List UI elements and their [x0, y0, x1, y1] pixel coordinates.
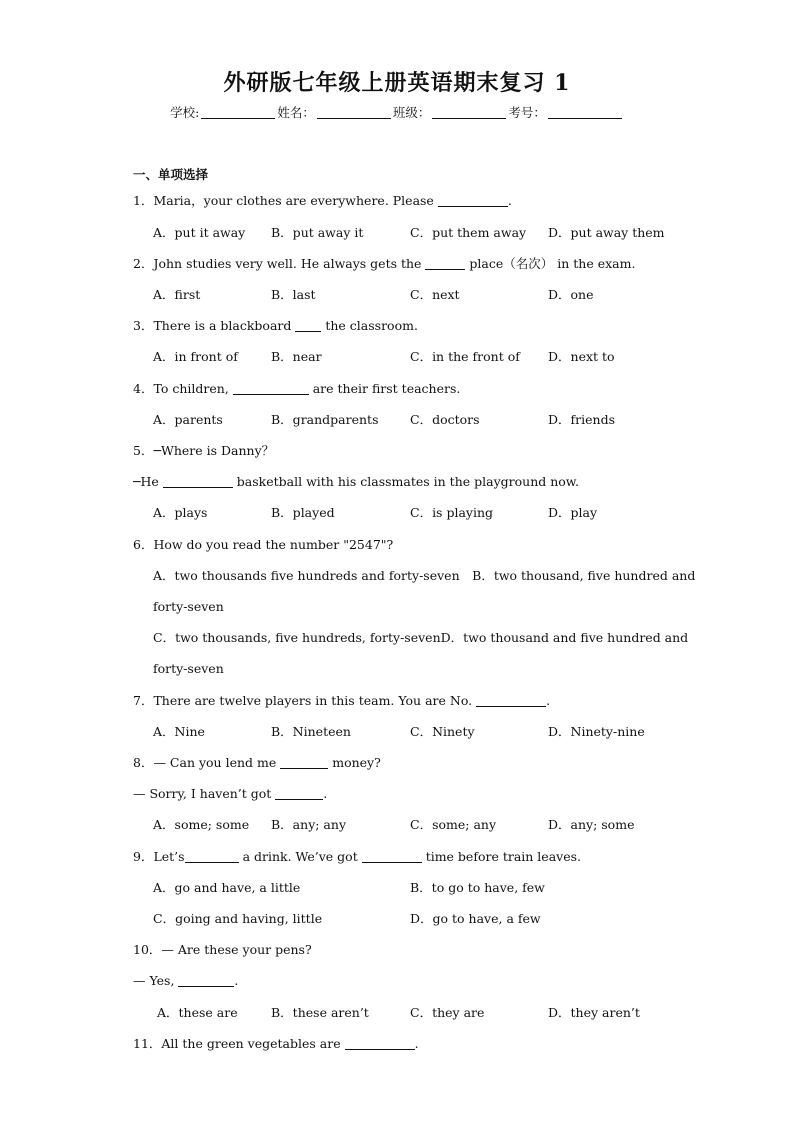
question-stem-end: money? [332, 755, 381, 770]
school-label: 学校: [170, 105, 200, 120]
option-c[interactable]: C．is playing [410, 505, 494, 520]
question-stem-end: . [323, 786, 328, 801]
option-b[interactable]: B．put away it [271, 225, 364, 240]
question-stem-end: the classroom. [325, 318, 418, 333]
question-10 [133, 942, 312, 958]
option-c[interactable]: C．they are [410, 1005, 485, 1020]
answer-blank [295, 319, 321, 332]
option-c[interactable]: C．doctors [410, 412, 480, 427]
option-a[interactable]: A．parents [153, 412, 223, 427]
option-d[interactable]: D．they aren’t [548, 1005, 640, 1020]
question-stem: 11．All the green vegetables are [133, 1036, 341, 1051]
option-d[interactable]: D．friends [548, 412, 615, 427]
option-a[interactable]: A．these are [157, 1005, 238, 1020]
option-line[interactable]: C．two thousands, five hundreds, forty-sevenD．two thousand and five hundred and [153, 630, 689, 645]
option-c[interactable]: C．in the front of [410, 349, 520, 364]
question-stem: 7．There are twelve players in this team. You are No. [133, 693, 473, 708]
student-info-line [0, 103, 794, 121]
option-c[interactable]: C．put them away [410, 225, 527, 240]
question-stem: 2．John studies very well. He always gets the [133, 256, 422, 271]
section-title: 一、单项选择 [133, 167, 209, 182]
answer-blank [438, 194, 508, 207]
answer-blank [425, 257, 465, 270]
option-a[interactable]: A．in front of [153, 349, 238, 364]
answer-blank [185, 850, 239, 863]
question-stem: 9．Let’s [133, 849, 185, 864]
question-stem: — Yes, [133, 973, 175, 988]
question-stem-end: place（名次） in the exam. [469, 256, 636, 271]
school-field[interactable] [201, 106, 275, 119]
question-stem-end: . [414, 1036, 419, 1051]
question-stem-end: . [546, 693, 551, 708]
option-c[interactable]: C．going and having, little [153, 911, 323, 926]
option-b[interactable]: B．last [271, 287, 316, 302]
option-b[interactable]: B．these aren’t [271, 1005, 369, 1020]
question-stem-end: basketball with his classmates in the playground now. [236, 474, 579, 489]
option-line: forty-seven [153, 661, 224, 676]
option-d[interactable]: D．next to [548, 349, 615, 364]
option-line: forty-seven [153, 599, 224, 614]
question-3 [133, 318, 418, 334]
option-c[interactable]: C．Ninety [410, 724, 475, 739]
option-a[interactable]: A．plays [153, 505, 208, 520]
answer-blank [275, 787, 323, 800]
option-b[interactable]: B．any; any [271, 817, 347, 832]
question-stem: 5．─Where is Danny？ [133, 443, 275, 458]
option-d[interactable]: D．one [548, 287, 594, 302]
option-b[interactable]: B．near [271, 349, 322, 364]
option-a[interactable]: A．some; some [153, 817, 250, 832]
option-d[interactable]: D．any; some [548, 817, 635, 832]
answer-blank [280, 756, 328, 769]
option-d[interactable]: D．go to have, a few [410, 911, 541, 926]
option-b[interactable]: B．Nineteen [271, 724, 351, 739]
answer-blank [345, 1037, 415, 1050]
question-stem: 8．— Can you lend me [133, 755, 277, 770]
option-a[interactable]: A．go and have, a little [153, 880, 301, 895]
question-stem-end: time before train leaves. [425, 849, 581, 864]
answer-blank [178, 974, 234, 987]
option-c[interactable]: C．next [410, 287, 460, 302]
question-11 [133, 1036, 419, 1052]
option-d[interactable]: D．put away them [548, 225, 665, 240]
question-8 [133, 755, 381, 771]
question-stem: 3．There is a blackboard [133, 318, 292, 333]
option-b[interactable]: B．played [271, 505, 335, 520]
answer-blank [476, 694, 546, 707]
question-6 [133, 537, 393, 553]
exam-no-field[interactable] [548, 106, 622, 119]
question-stem-end: are their first teachers. [312, 381, 461, 396]
exam-no-label: 考号： [508, 105, 546, 120]
option-line[interactable]: A．two thousands five hundreds and forty-seven B．two thousand, five hundred and [153, 568, 696, 583]
question-stem: — Sorry, I haven’t got [133, 786, 272, 801]
option-a[interactable]: A．put it away [153, 225, 246, 240]
option-b[interactable]: B．grandparents [271, 412, 379, 427]
question-8-reply [133, 786, 327, 802]
question-1 [133, 193, 512, 209]
class-label: 班级： [392, 105, 431, 120]
question-10-reply [133, 973, 238, 989]
option-d[interactable]: D．Ninety-nine [548, 724, 645, 739]
answer-blank [163, 475, 233, 488]
name-label: 姓名： [277, 105, 315, 120]
name-field[interactable] [317, 106, 391, 119]
option-b[interactable]: B．to go to have, few [410, 880, 545, 895]
question-stem: 4．To children, [133, 381, 229, 396]
option-c[interactable]: C．some; any [410, 817, 497, 832]
question-stem: ─He [133, 474, 159, 489]
question-7 [133, 693, 550, 709]
option-a[interactable]: A．first [153, 287, 201, 302]
question-5 [133, 443, 274, 459]
class-field[interactable] [432, 106, 506, 119]
question-stem: 10．— Are these your pens? [133, 942, 312, 957]
question-stem: 1．Maria，your clothes are everywhere. Please [133, 193, 434, 208]
question-stem-middle: a drink. We’ve got [242, 849, 358, 864]
answer-blank [362, 850, 422, 863]
question-4 [133, 381, 460, 397]
page-title: 外研版七年级上册英语期末复习 1 [223, 70, 571, 96]
option-d[interactable]: D．play [548, 505, 598, 520]
question-5-reply [133, 474, 579, 490]
question-stem-end: . [507, 193, 512, 208]
answer-blank [233, 382, 309, 395]
option-a[interactable]: A．Nine [153, 724, 205, 739]
question-2 [133, 256, 635, 272]
question-stem-end: . [234, 973, 239, 988]
question-9 [133, 849, 581, 865]
question-stem: 6．How do you read the number "2547"? [133, 537, 394, 552]
